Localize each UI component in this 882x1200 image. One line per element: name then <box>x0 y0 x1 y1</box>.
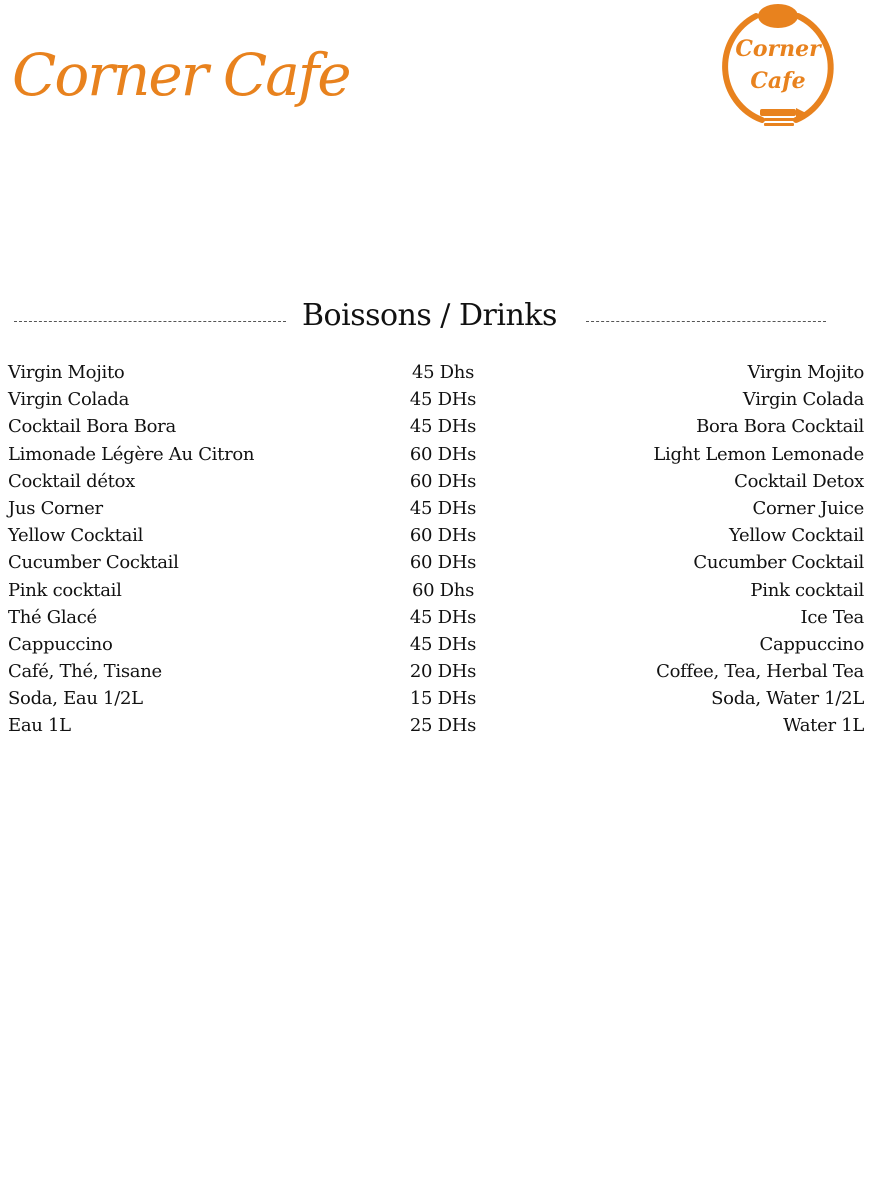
item-price: 20 DHs <box>409 661 477 683</box>
item-name-en: Virgin Colada <box>742 389 864 411</box>
item-name-en: Bora Bora Cocktail <box>696 416 864 438</box>
menu-row <box>0 604 882 631</box>
menu-row <box>0 685 882 712</box>
item-price: 45 DHs <box>409 416 477 438</box>
item-name-en: Ice Tea <box>800 606 864 628</box>
item-name-fr: Cappuccino <box>8 633 113 655</box>
menu-row <box>0 577 882 604</box>
item-name-fr: Jus Corner <box>8 497 103 519</box>
menu-row <box>0 441 882 468</box>
right-divider <box>586 321 826 322</box>
item-price: 45 DHs <box>409 497 477 519</box>
item-name-en: Water 1L <box>783 715 864 737</box>
item-name-fr: Cocktail Bora Bora <box>8 416 176 438</box>
item-price: 45 Dhs <box>411 362 475 383</box>
menu-row <box>0 522 882 549</box>
logo-text-line1: Corner <box>735 36 821 62</box>
item-name-en: Virgin Mojito <box>747 362 864 383</box>
item-name-en: Cappuccino <box>759 633 864 655</box>
menu-row <box>0 413 882 440</box>
item-price: 60 DHs <box>409 552 477 574</box>
item-price: 45 DHs <box>409 389 477 411</box>
item-price: 60 DHs <box>409 470 477 492</box>
item-name-fr: Pink cocktail <box>8 579 122 601</box>
left-divider <box>14 321 286 322</box>
item-name-fr: Café, Thé, Tisane <box>8 661 162 683</box>
item-name-en: Coffee, Tea, Herbal Tea <box>656 661 864 683</box>
drinks-menu <box>0 359 882 740</box>
menu-row <box>0 386 882 413</box>
menu-row <box>0 468 882 495</box>
logo-text-line2: Cafe <box>750 68 806 94</box>
item-price: 60 Dhs <box>411 579 475 601</box>
item-name-fr: Soda, Eau 1/2L <box>8 688 143 710</box>
item-name-fr: Virgin Mojito <box>8 362 125 383</box>
item-price: 45 DHs <box>409 606 477 628</box>
item-name-fr: Limonade Légère Au Citron <box>8 443 255 465</box>
item-name-fr: Thé Glacé <box>8 606 97 628</box>
section-title: Boissons / Drinks <box>302 298 557 333</box>
item-name-fr: Cucumber Cocktail <box>8 552 179 574</box>
logo-icon <box>712 2 846 130</box>
item-name-en: Cucumber Cocktail <box>693 552 864 574</box>
item-price: 25 DHs <box>409 715 477 737</box>
item-name-en: Light Lemon Lemonade <box>653 443 864 465</box>
item-name-en: Soda, Water 1/2L <box>711 688 864 710</box>
item-name-fr: Cocktail détox <box>8 470 135 492</box>
item-name-fr: Eau 1L <box>8 715 71 737</box>
menu-row <box>0 712 882 739</box>
menu-row <box>0 359 882 386</box>
item-price: 15 DHs <box>409 688 477 710</box>
brand-title: Corner Cafe <box>12 41 350 109</box>
menu-row <box>0 549 882 576</box>
item-name-fr: Virgin Colada <box>8 389 130 411</box>
item-name-fr: Yellow Cocktail <box>8 525 144 547</box>
menu-row <box>0 631 882 658</box>
item-name-en: Yellow Cocktail <box>728 525 864 547</box>
menu-row <box>0 495 882 522</box>
item-price: 60 DHs <box>409 443 477 465</box>
item-name-en: Corner Juice <box>752 497 864 519</box>
item-name-en: Pink cocktail <box>750 579 864 601</box>
item-price: 60 DHs <box>409 525 477 547</box>
menu-row <box>0 658 882 685</box>
item-name-en: Cocktail Detox <box>734 470 864 492</box>
item-price: 45 DHs <box>409 633 477 655</box>
section-header <box>0 296 882 336</box>
